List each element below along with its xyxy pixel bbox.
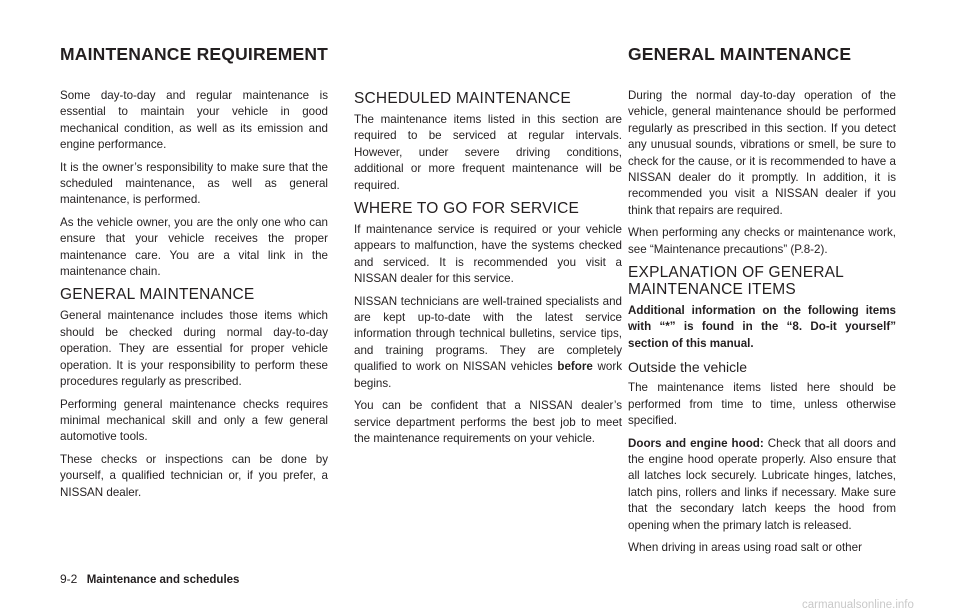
subheading-where-to-go-for-service: WHERE TO GO FOR SERVICE [354,200,580,218]
subheading-explanation-of-general-maintenance-items: EXPLANATION OF GENERAL MAINTENANCE ITEMS [628,264,844,299]
subheading-general-maintenance: GENERAL MAINTENANCE [60,286,255,304]
paragraph [628,436,896,534]
item-label-doors-engine-hood: Doors and engine hood: [628,436,764,450]
column-1 [60,88,328,507]
subheading-outside-the-vehicle: Outside the vehicle [628,359,748,376]
paragraph: You can be confident that a NISSAN dealer’s service department performs the best job to meet the maintenance requirements on your vehicle. [354,399,622,445]
paragraph: It is the owner’s responsibility to make sure that the scheduled maintenance, as well as general maintenance, is performed. [60,160,328,207]
paragraph: Performing general maintenance checks requires minimal mechanical skill and only a few general automotive tools. [60,397,328,444]
page-number: 9-2 [60,572,78,586]
paragraph: As the vehicle owner, you are the only one who can ensure that your vehicle receives the proper maintenance care. You are a vital link in the maintenance chain. [60,215,328,279]
paragraph: The maintenance items listed here should be performed from time to time, unless otherwise specified. [628,381,896,428]
paragraph: These checks or inspections can be done by yourself, a qualified technician or, if you prefer, a NISSAN dealer. [60,452,328,499]
page-footer [60,572,239,586]
emphasis-before: before [557,360,593,374]
watermark [802,595,952,609]
subheading-scheduled-maintenance: SCHEDULED MAINTENANCE [354,90,571,107]
heading-maintenance-requirement: MAINTENANCE REQUIREMENT [60,44,329,64]
note-additional-information: Additional information on the following items with “*” is found in the “8. Do-it yourself” section of this manual. [628,304,896,350]
paragraph: If maintenance service is required or your vehicle appears to malfunction, have the systems checked and serviced. It is recommended you visit a NISSAN dealer for this service. [354,223,622,286]
watermark-text: carmanualsonline.info [802,599,914,611]
column-3 [628,88,896,562]
text-run: work begins. [354,360,623,390]
column-2 [354,88,622,453]
paragraph [354,294,622,392]
paragraph: Some day-to-day and regular maintenance is essential to maintain your vehicle in good mechanical condition, as well as its emission and engine performance. [60,89,328,152]
paragraph: General maintenance includes those items which should be checked during normal day-to-day operation. They are essential for proper vehicle operation. It is your responsibility to perform these procedures regularly as prescribed. [60,309,328,389]
text-run: NISSAN technicians are well-trained specialists and are kept up-to-date with the latest service information through technical bulletins, service tips, and training programs. They are completely qualified to work on NISSAN vehicles [354,294,622,374]
paragraph: During the normal day-to-day operation of the vehicle, general maintenance should be performed regularly as prescribed in this section. If you detect any unusual sounds, vibrations or smell, be sure to check for the cause, or it is recommended to have a NISSAN dealer do it promptly. In addition, it is recommended you visit a NISSAN dealer if you think that repairs are required. [628,89,896,217]
heading-general-maintenance: GENERAL MAINTENANCE [628,44,852,64]
text-run: Check that all doors and the engine hood operate properly. Also ensure that all latches lock securely. Lubricate hinges, latches, latch pins, rollers and links if necessary. Make sure that the secondary latch keeps the hood from opening when the primary latch is released. [628,436,896,532]
section-title: Maintenance and schedules [86,574,240,586]
paragraph: When performing any checks or maintenance work, see “Maintenance precautions” (P.8-2). [628,226,896,256]
paragraph: When driving in areas using road salt or other [628,540,862,554]
paragraph: The maintenance items listed in this section are required to be serviced at regular intervals. However, under severe driving conditions, additional or more frequent maintenance will be required. [354,113,622,192]
